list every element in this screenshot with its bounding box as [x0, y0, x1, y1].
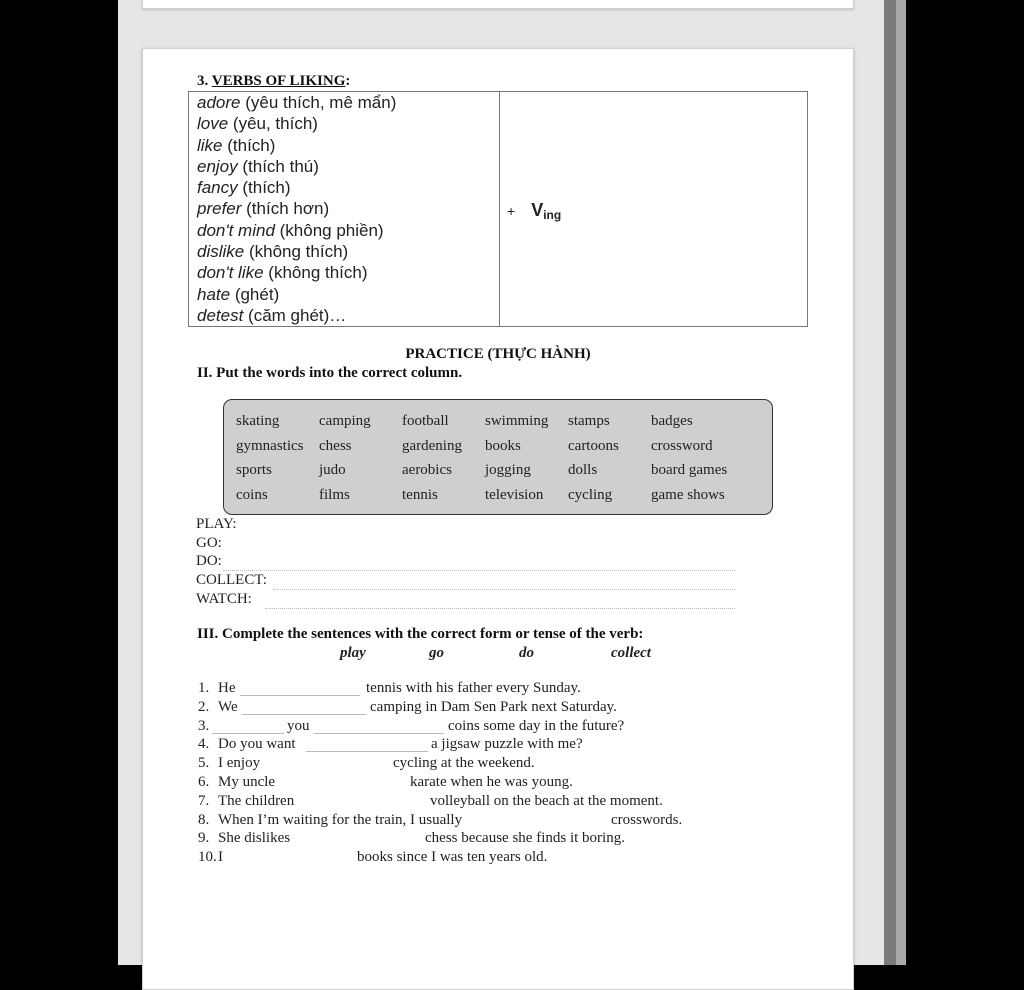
verb-row: don't mind (không phiền) [197, 220, 384, 240]
verbs-list [197, 92, 396, 326]
sentence: 9. She dislikes chess because she finds it boring. [198, 830, 625, 847]
word-cell: cycling [568, 486, 613, 503]
word-cell: television [485, 486, 544, 503]
word-cell: crossword [651, 437, 713, 454]
word-row [236, 459, 734, 484]
verb-option: go [429, 645, 444, 661]
word-grid [236, 410, 734, 508]
word-cell: swimming [485, 413, 549, 429]
sentence: 8. When I’m waiting for the train, I usually crosswords. [198, 811, 683, 828]
scrollbar-track[interactable] [884, 0, 896, 965]
answer-line [273, 589, 735, 590]
answer-blank[interactable] [242, 714, 366, 715]
word-row [236, 484, 734, 509]
verb-option: play [340, 645, 366, 661]
word-cell: jogging [485, 462, 531, 478]
verb-row: prefer (thích hơn) [197, 199, 330, 219]
verbs-of-liking-heading: 3. VERBS OF LIKING: [197, 73, 351, 89]
verb-row: enjoy (thích thú) [197, 156, 319, 176]
word-cell: chess [319, 437, 352, 454]
category-collect: COLLECT: [196, 572, 267, 589]
table-divider [499, 92, 500, 326]
word-cell: badges [651, 413, 693, 429]
sentence: 7. The children volleyball on the beach at the moment. [198, 792, 663, 809]
document-page [142, 48, 854, 990]
word-cell: football [402, 413, 449, 429]
word-cell: dolls [568, 462, 598, 478]
sentence-list [198, 679, 718, 867]
verb-row: detest (căm ghét)… [197, 305, 347, 325]
sentence: 3. you coins some day in the future? [198, 717, 625, 734]
word-cell: aerobics [402, 462, 452, 478]
word-cell: game shows [651, 486, 725, 503]
verb-row: love (yêu, thích) [197, 114, 318, 134]
answer-blank[interactable] [314, 733, 444, 734]
practice-title: PRACTICE (THỰC HÀNH) [405, 346, 591, 362]
word-row [236, 410, 734, 435]
verb-option: collect [611, 645, 651, 661]
category-do: DO: [196, 553, 222, 570]
word-cell: judo [319, 462, 346, 478]
sentence: 6. My uncle karate when he was young. [198, 773, 573, 790]
category-watch: WATCH: [196, 590, 252, 607]
word-cell: books [485, 437, 521, 454]
verb-row: adore (yêu thích, mê mẩn) [197, 93, 397, 112]
word-cell: tennis [402, 486, 438, 503]
word-cell: sports [236, 462, 272, 478]
verb-row: don't like (không thích) [197, 263, 368, 283]
sentence: 2. We camping in Dam Sen Park next Saturday. [198, 698, 617, 715]
verb-row: dislike (không thích) [197, 242, 349, 262]
verbs-table [188, 91, 808, 327]
word-cell: board games [651, 462, 728, 478]
verb-row: like (thích) [197, 135, 276, 155]
answer-line [223, 570, 735, 571]
word-cell: films [319, 486, 350, 503]
sentence: 5. I enjoy cycling at the weekend. [198, 755, 535, 772]
previous-page [142, 0, 854, 9]
word-row [236, 435, 734, 460]
sentence: 10. I books since I was ten years old. [198, 849, 548, 866]
section-3-title: III. Complete the sentences with the correct form or tense of the verb: [197, 626, 644, 642]
category-labels [196, 515, 267, 608]
ving-formula: + Ving [507, 200, 562, 222]
sentence: 1. He tennis with his father every Sunday. [198, 680, 581, 696]
word-cell: coins [236, 486, 268, 503]
word-cell: cartoons [568, 437, 619, 454]
section-2-title: II. Put the words into the correct column. [197, 365, 463, 381]
sentence: 4. Do you want a jigsaw puzzle with me? [198, 736, 583, 753]
word-cell: camping [319, 413, 371, 429]
category-play: PLAY: [196, 516, 237, 532]
verb-row: fancy (thích) [197, 178, 291, 198]
answer-blank[interactable] [306, 751, 428, 752]
verb-option: do [519, 645, 534, 661]
word-box [223, 399, 773, 515]
answer-blank[interactable] [240, 695, 360, 696]
word-cell: skating [236, 413, 280, 429]
word-cell: gardening [402, 437, 462, 454]
answer-line [265, 608, 735, 609]
word-cell: gymnastics [236, 437, 304, 454]
category-go: GO: [196, 534, 222, 551]
word-cell: stamps [568, 413, 610, 429]
answer-blank[interactable] [212, 733, 284, 734]
verb-row: hate (ghét) [197, 284, 280, 304]
scrollbar-edge [896, 0, 906, 965]
